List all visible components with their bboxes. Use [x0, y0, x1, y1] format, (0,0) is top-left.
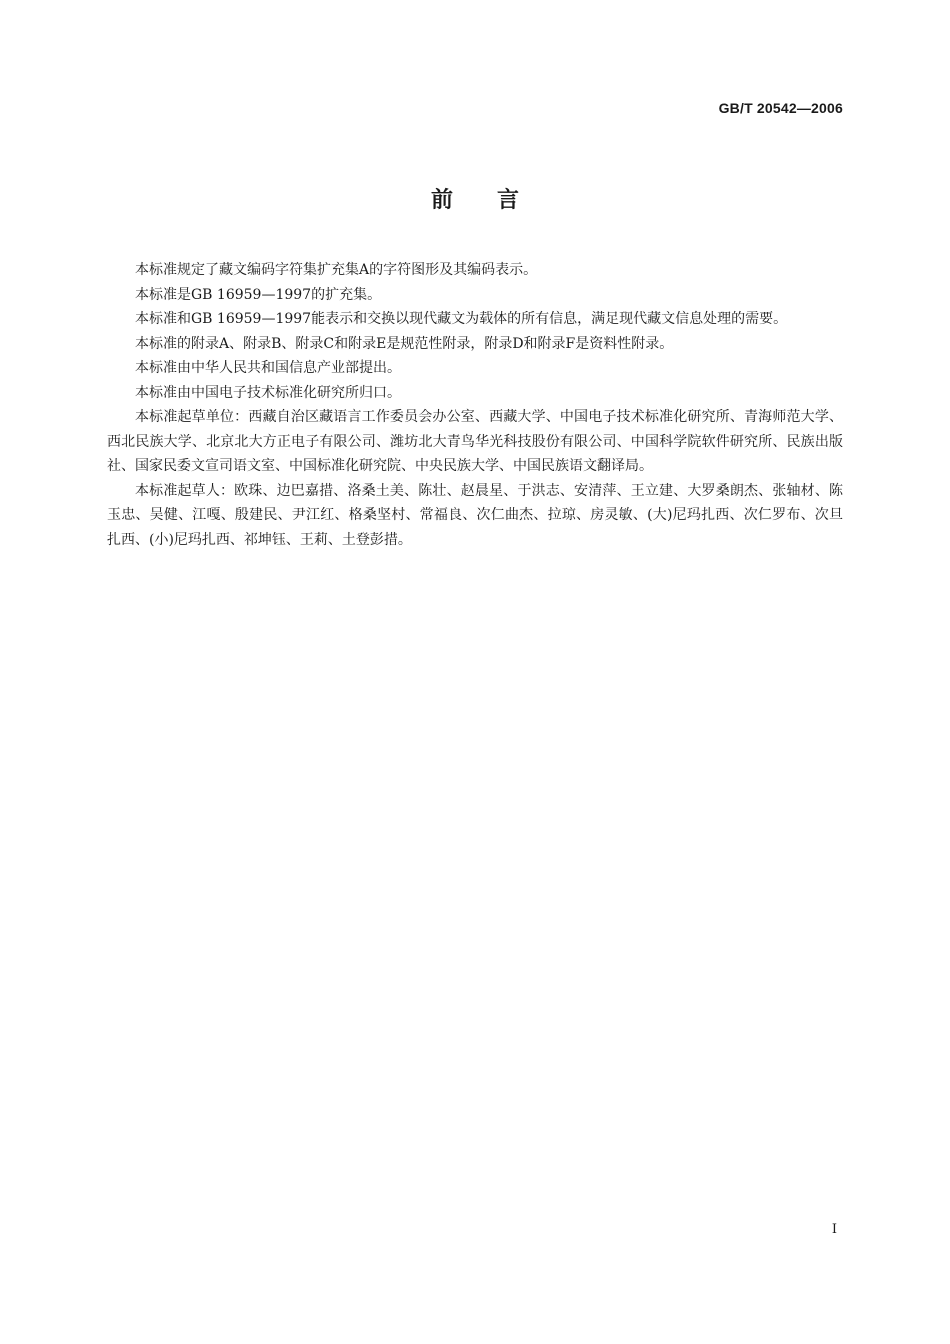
paragraph-appendices: 本标准的附录A、附录B、附录C和附录E是规范性附录，附录D和附录F是资料性附录。 [135, 335, 674, 352]
paragraph-capability: 本标准和GB 16959—1997能表示和交换以现代藏文为载体的所有信息，满足现代藏文信息处理的需要。 [135, 311, 788, 327]
paragraph-proposer: 本标准由中华人民共和国信息产业部提出。 [135, 360, 401, 376]
paragraph-drafting-units: 本标准起草单位：西藏自治区藏语言工作委员会办公室、西藏大学、中国电子技术标准化研究所、青海师范大学、西北民族大学、北京北大方正电子有限公司、潍坊北大青鸟华光科技股份有限公司、中国科学院软件研究所、民族出版社、国家民委文宣司语文室、中国标准化研究院、中央民族大学、中国民族语文翻译局。 [107, 409, 843, 474]
page-number: I [831, 1222, 837, 1237]
foreword-body [107, 258, 843, 552]
standard-code: GB/T 20542—2006 [718, 100, 843, 116]
paragraph-scope: 本标准规定了藏文编码字符集扩充集A的字符图形及其编码表示。 [135, 262, 538, 278]
paragraph-drafters: 本标准起草人：欧珠、边巴嘉措、洛桑土美、陈壮、赵晨星、于洪志、安清萍、王立建、大罗桑朗杰、张轴材、陈玉忠、吴健、江嘎、殷建民、尹江红、格桑坚村、常福良、次仁曲杰、拉琼、房灵敏、(大)尼玛扎西、次仁罗布、次旦扎西、(小)尼玛扎西、祁坤钰、王莉、土登彭措。 [107, 482, 843, 548]
paragraph-centralized: 本标准由中国电子技术标准化研究所归口。 [135, 384, 401, 401]
paragraph-extension: 本标准是GB 16959—1997的扩充集。 [135, 286, 382, 303]
page-title: 前 言 [430, 188, 519, 213]
